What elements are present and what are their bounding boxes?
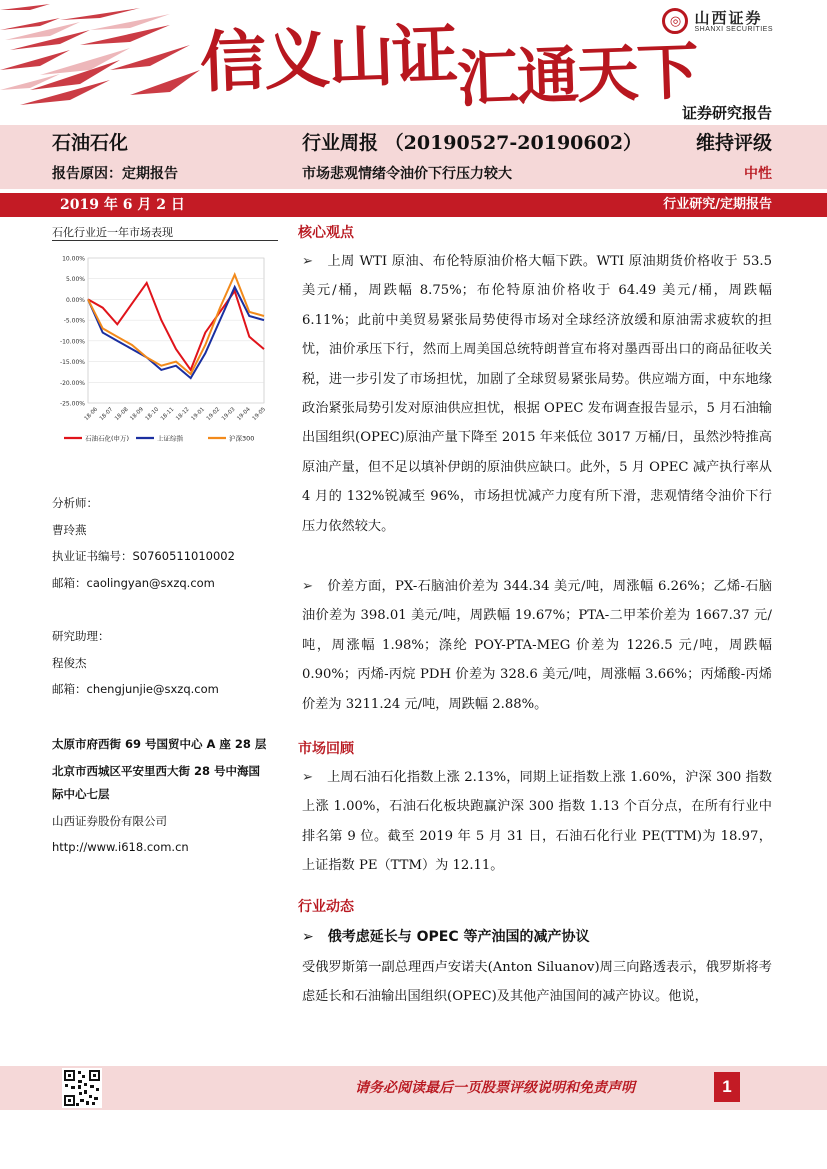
y-tick-label: 0.00% <box>65 296 85 304</box>
slogan-part-2: 汇通天下 <box>455 34 698 116</box>
address-beijing-1: 北京市西城区平安里西大街 28 号中海国 <box>52 764 261 778</box>
core-paragraph-1-text: 上周 WTI 原油、布伦特原油价格大幅下跌。WTI 原油期货价格收于 53.5 美元/桶，周跌幅 8.75%；布伦特原油价格收于 64.49 美元/桶，周跌幅 6.11%；此前中美贸易紧张局势使得市场对全球经济放缓和原油需求疲软的担忧，油价承压下行，然而上周美国总统特朗普宣布将对墨西哥出口的商品征收关税，进一步引发了市场担忧，加剧了全球贸易紧张局势。供应端方面，中东地缘政治紧张局势引发对原油供应担忧，根据 OPEC 发布调查报告显示，5 月石油输出国组织(OPEC)原油产量下降至 2015 年来低位 3017 万桶/日，虽然沙特推高原油产量，但不足以填补伊朗的原油供应缺口。此外，5 月 OPEC 减产执行率从 4 月的 132%锐减至 96%，市场担忧减产力度有所下滑，悲观情绪令油价下行压力依然较大。 <box>302 254 772 534</box>
y-tick-label: -10.00% <box>59 338 85 346</box>
report-kind: 证券研究报告 <box>681 104 772 122</box>
series-line-2 <box>88 275 264 374</box>
core-paragraph-2 <box>302 572 772 719</box>
y-tick-label: -25.00% <box>59 400 85 408</box>
x-tick-label: 19-04 <box>236 406 252 423</box>
chart-svg <box>52 246 278 456</box>
weekly-title-label: 行业周报 <box>302 132 379 154</box>
core-view-title: 核心观点 <box>298 225 354 241</box>
y-tick-label: -5.00% <box>63 317 85 325</box>
analyst-label: 分析师： <box>52 496 98 510</box>
bullet-arrow-icon: ➢ <box>302 929 314 945</box>
news-subhead <box>302 926 589 946</box>
y-tick-label: -20.00% <box>59 379 85 387</box>
slogan-part-1: 信义山证 <box>198 14 458 102</box>
industry-news-title: 行业动态 <box>298 899 354 915</box>
weekly-title <box>302 128 642 155</box>
x-tick-label: 18-09 <box>129 406 145 423</box>
report-category: 行业研究/定期报告 <box>663 197 772 212</box>
chart-title-rule <box>52 240 278 241</box>
report-subtitle: 市场悲观情绪令油价下行压力较大 <box>302 166 512 182</box>
x-tick-label: 18-11 <box>159 406 176 423</box>
analyst-email[interactable]: 邮箱：caolingyan@sxzq.com <box>52 576 215 590</box>
rating-value: 中性 <box>744 166 772 182</box>
market-performance-chart <box>52 246 278 456</box>
legend-label-0: 石油石化(申万) <box>85 434 130 443</box>
chart-title: 石化行业近一年市场表现 <box>52 226 173 239</box>
x-tick-label: 18-06 <box>83 406 100 423</box>
x-tick-label: 18-10 <box>144 406 161 423</box>
page-number: 1 <box>714 1072 740 1102</box>
core-paragraph-1 <box>302 247 772 541</box>
market-paragraph-1-text: 上周石油石化指数上涨 2.13%，同期上证指数上涨 1.60%，沪深 300 指数上涨 1.00%，石油石化板块跑赢沪深 300 指数 1.13 个百分点，在所有行业中排名第 9 位。截至 2019 年 5 月 31 日，石油石化行业 PE(TTM)为 18.97，上证指数 PE（TTM）为 12.11。 <box>302 770 772 874</box>
decorative-brush-strokes <box>0 0 210 120</box>
brand-slogan <box>198 5 698 116</box>
company-logo-icon: ◎ <box>662 8 688 34</box>
news-paragraph-1: 受俄罗斯第一副总理西卢安诺夫(Anton Siluanov)周三向路透表示，俄罗斯将考虑延长和石油输出国组织(OPEC)及其他产油国间的减产协议。他说， <box>302 960 772 1005</box>
address-beijing-2: 际中心七层 <box>52 787 110 801</box>
logo-en-text: SHANXI SECURITIES <box>694 25 773 33</box>
analyst-cert: 执业证书编号：S0760511010002 <box>52 549 235 563</box>
core-paragraph-2-text: 价差方面，PX-石脑油价差为 344.34 美元/吨，周涨幅 6.26%；乙烯-石脑油价差为 398.01 美元/吨，周跌幅 19.67%；PTA-二甲苯价差为 1667.37 元/吨，周涨幅 1.98%；涤纶 POY-PTA-MEG 价差为 1226.5 元/吨，周跌幅 0.90%；丙烯-丙烷 PDH 价差为 328.6 美元/吨，周涨幅 3.66%；丙烯酸-丙烯价差为 3211.24 元/吨，周跌幅 2.88%。 <box>302 579 772 712</box>
company-website[interactable]: http://www.i618.com.cn <box>52 840 189 854</box>
address-taiyuan: 太原市府西街 69 号国贸中心 A 座 28 层 <box>52 737 267 751</box>
assistant-label: 研究助理： <box>52 629 110 643</box>
report-reason: 报告原因：定期报告 <box>52 166 178 182</box>
report-date: 2019 年 6 月 2 日 <box>60 197 185 213</box>
sector-name: 石油石化 <box>52 132 129 154</box>
disclaimer-text: 请务必阅读最后一页股票评级说明和免责声明 <box>355 1080 635 1096</box>
x-tick-label: 18-07 <box>98 406 115 423</box>
bullet-arrow-icon: ➢ <box>302 579 314 594</box>
x-tick-label: 19-01 <box>190 406 206 423</box>
x-tick-label: 19-03 <box>220 406 237 423</box>
legend-label-1: 上证综指 <box>157 434 183 443</box>
market-review-title: 市场回顾 <box>298 741 354 757</box>
bullet-arrow-icon: ➢ <box>302 770 314 785</box>
x-tick-label: 19-02 <box>205 406 222 423</box>
x-tick-label: 19-05 <box>251 406 268 423</box>
logo-cn-text: 山西证券 <box>694 8 763 27</box>
rating-label: 维持评级 <box>695 132 772 154</box>
market-paragraph-1 <box>302 763 772 881</box>
series-line-0 <box>88 283 264 370</box>
y-tick-label: 10.00% <box>62 255 85 263</box>
assistant-email[interactable]: 邮箱：chengjunjie@sxzq.com <box>52 682 219 696</box>
legend-label-2: 沪深300 <box>229 434 255 443</box>
y-tick-label: -15.00% <box>59 359 85 367</box>
x-tick-label: 18-08 <box>114 406 130 423</box>
qr-code-icon[interactable] <box>62 1068 102 1108</box>
y-tick-label: 5.00% <box>65 276 85 284</box>
x-tick-label: 18-12 <box>175 406 191 423</box>
news-subhead-text: 俄考虑延长与 OPEC 等产油国的减产协议 <box>327 929 590 945</box>
assistant-name: 程俊杰 <box>52 656 87 670</box>
analyst-name: 曹玲燕 <box>52 523 87 537</box>
company-logo <box>662 8 773 34</box>
bullet-arrow-icon: ➢ <box>302 254 314 269</box>
weekly-period: （20190527-20190602） <box>384 132 643 154</box>
company-name: 山西证券股份有限公司 <box>52 814 167 828</box>
